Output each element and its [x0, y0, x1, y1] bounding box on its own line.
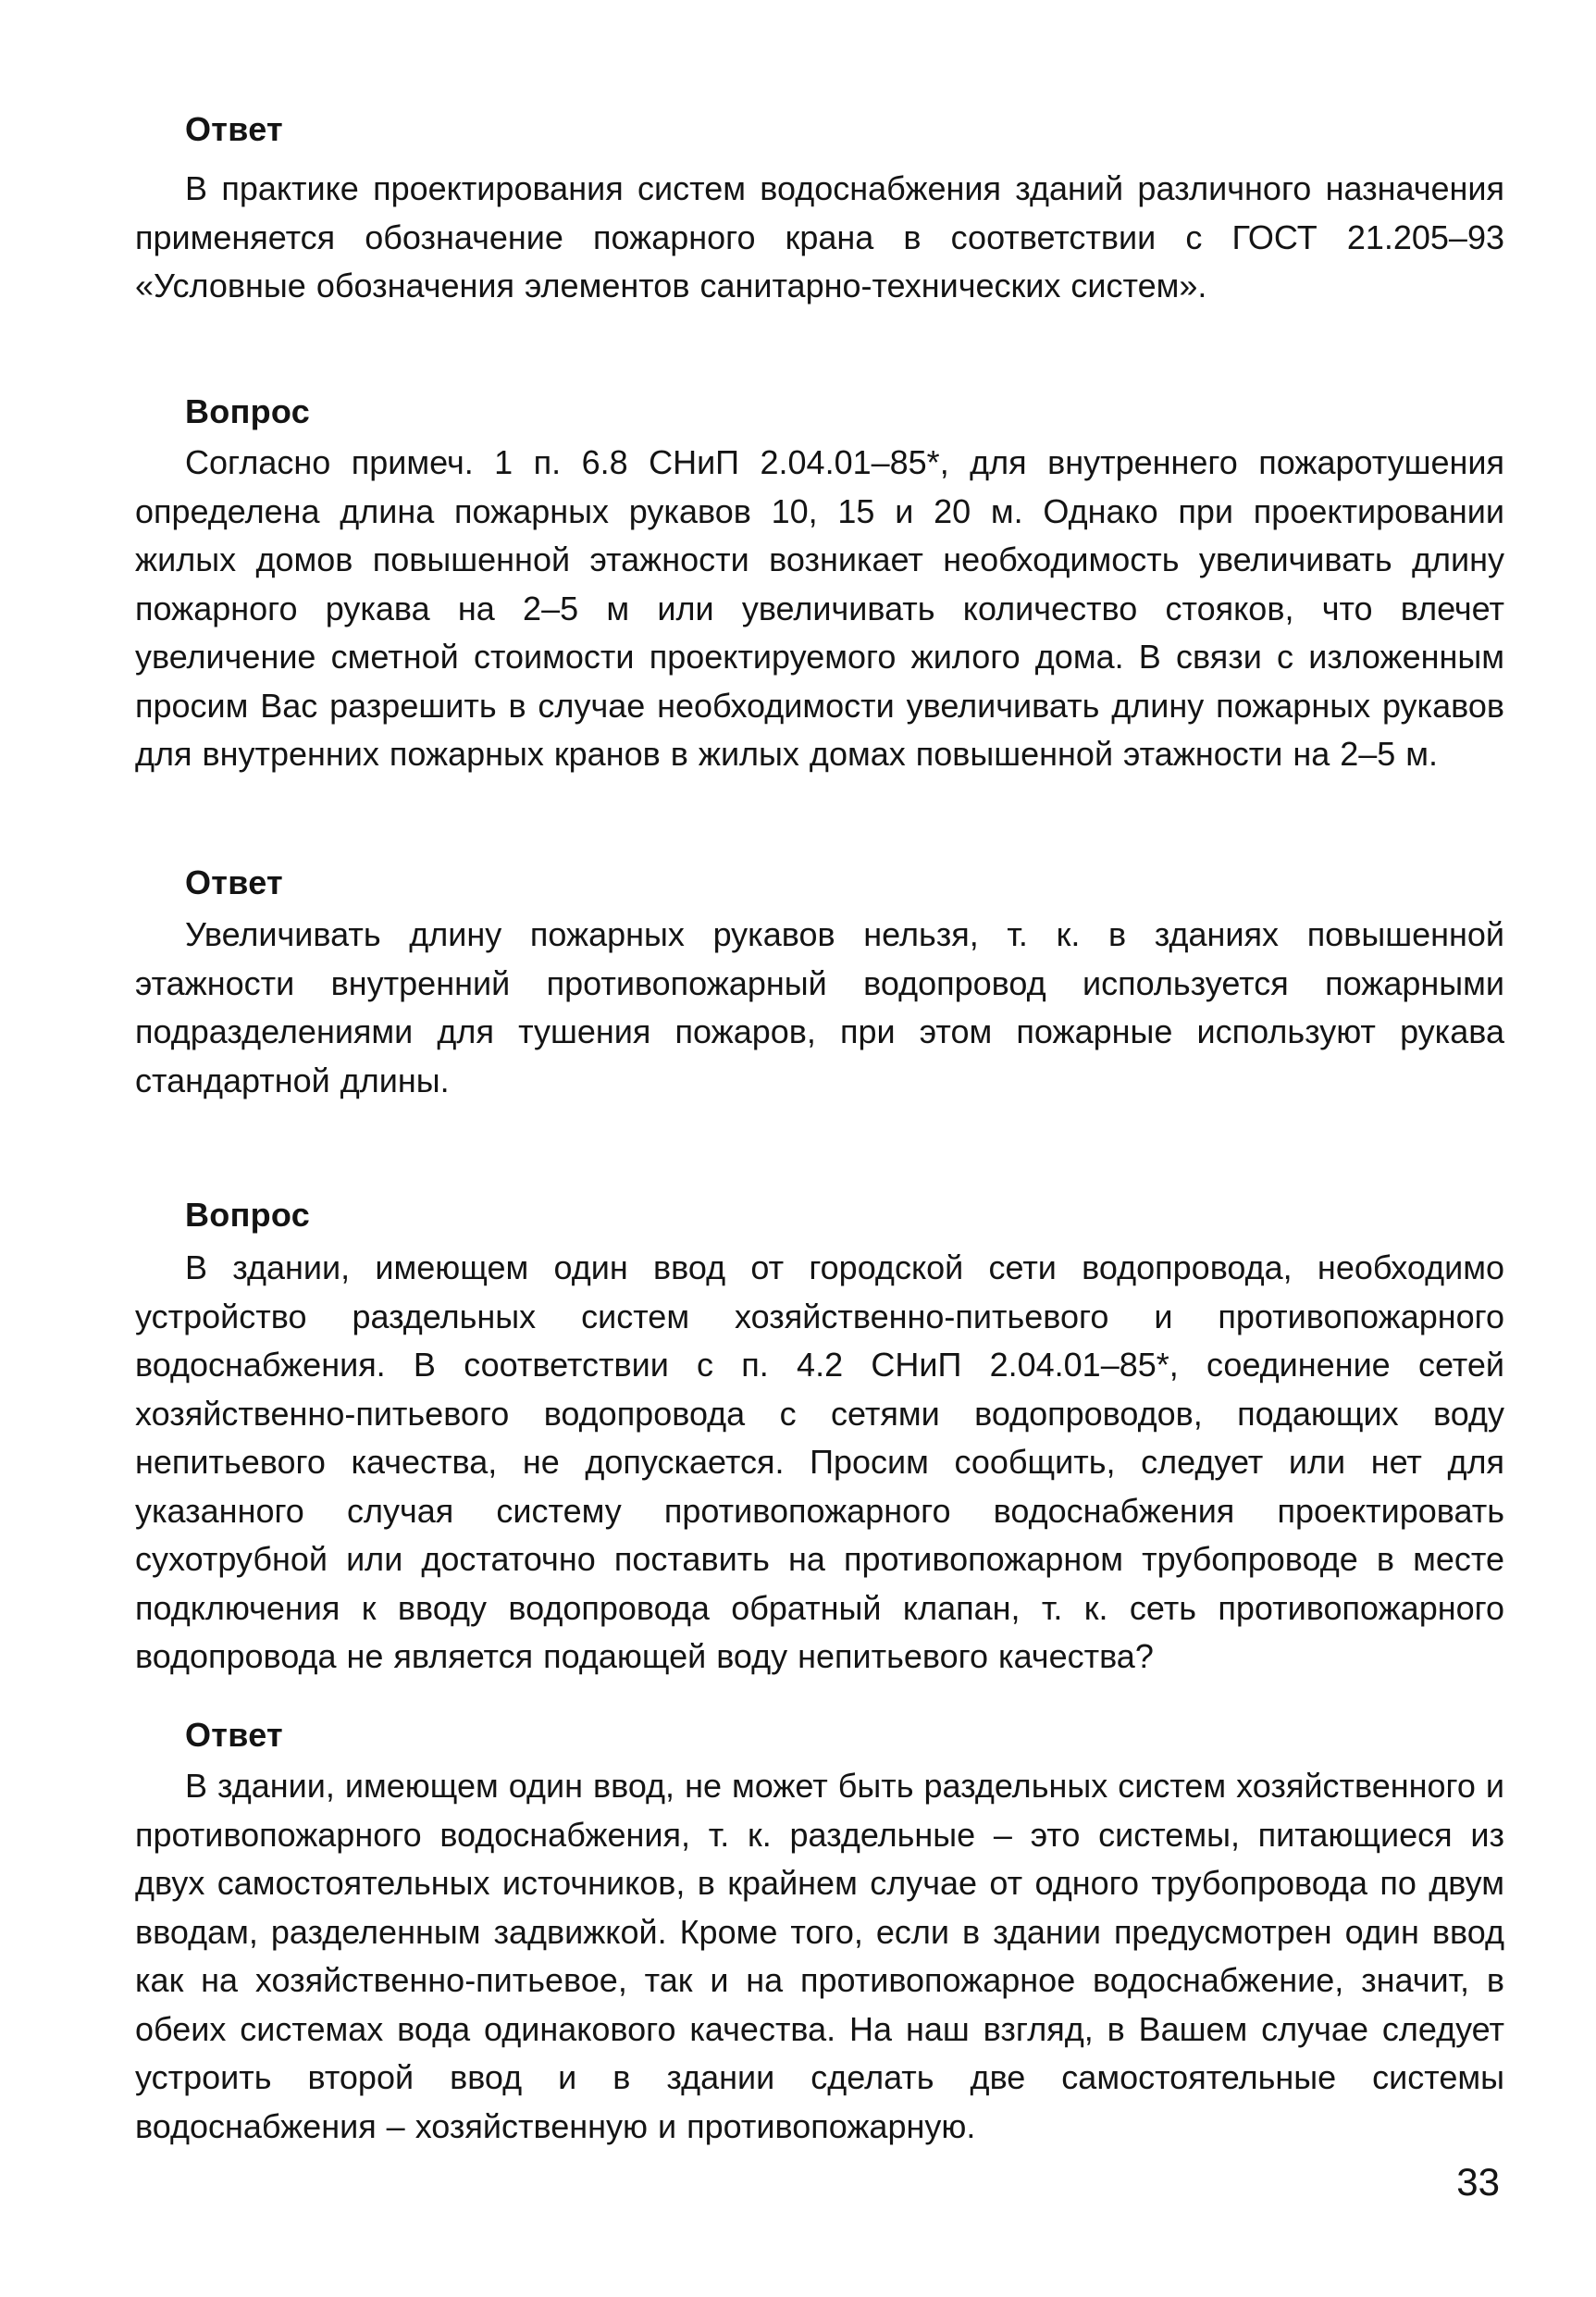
section-heading-answer: Ответ: [185, 1716, 283, 1754]
page-number: 33: [1456, 2160, 1500, 2204]
section-heading-answer: Ответ: [185, 110, 283, 148]
section-paragraph: Согласно примеч. 1 п. 6.8 СНиП 2.04.01–85*, для внутреннего пожаротушения определена длина пожарных рукавов 10, 15 и 20 м. Однако при проектировании жилых домов повышенной этажности возникает необходимость увеличивать длину пожарного рукава на 2–5 м или увеличивать количество стояков, что влечет увеличение сметной стоимости проектируемого жилого дома. В связи с изложенным просим Вас разрешить в случае необходимости увеличивать длину пожарных рукавов для внутренних пожарных кранов в жилых домах повышенной этажности на 2–5 м.: [135, 443, 1504, 773]
section-heading-question: Вопрос: [185, 392, 311, 430]
section-heading-answer: Ответ: [185, 863, 283, 901]
section-heading-question: Вопрос: [185, 1196, 311, 1234]
section-paragraph: В здании, имеющем один ввод от городской сети водопровода, необходимо устройство раздельных систем хозяйственно-питьевого и противопожарного водоснабжения. В соответствии с п. 4.2 СНиП 2.04.01–85*, соединение сетей хозяйственно-питьевого водопровода с сетями водопроводов, подающих воду непитьевого качества, не допускается. Просим сообщить, следует или нет для указанного случая систему противопожарного водоснабжения проектировать сухотрубной или достаточно поставить на противопожарном трубопроводе в месте подключения к вводу водопровода обратный клапан, т. к. сеть противопожарного водопровода не является подающей воду непитьевого качества?: [135, 1248, 1504, 1675]
section-paragraph: В здании, имеющем один ввод, не может быть раздельных систем хозяйственного и противопожарного водоснабжения, т. к. раздельные – это системы, питающиеся из двух самостоятельных источников, в крайнем случае от одного трубопровода по двум вводам, разделенным задвижкой. Кроме того, если в здании предусмотрен один ввод как на хозяйственно-питьевое, так и на противопожарное водоснабжение, значит, в обеих системах вода одинакового качества. На наш взгляд, в Вашем случае следует устроить второй ввод и в здании сделать две самостоятельные системы водоснабжения – хозяйственную и противопожарную.: [135, 1767, 1504, 2145]
section-paragraph: Увеличивать длину пожарных рукавов нельзя, т. к. в зданиях повышенной этажности внутренний противопожарный водопровод используется пожарными подразделениями для тушения пожаров, при этом пожарные используют рукава стандартной длины.: [135, 915, 1504, 1099]
section-paragraph: В практике проектирования систем водоснабжения зданий различного назначения применяется обозначение пожарного крана в соответствии с ГОСТ 21.205–93 «Условные обозначения элементов санитарно-технических систем».: [135, 169, 1504, 304]
